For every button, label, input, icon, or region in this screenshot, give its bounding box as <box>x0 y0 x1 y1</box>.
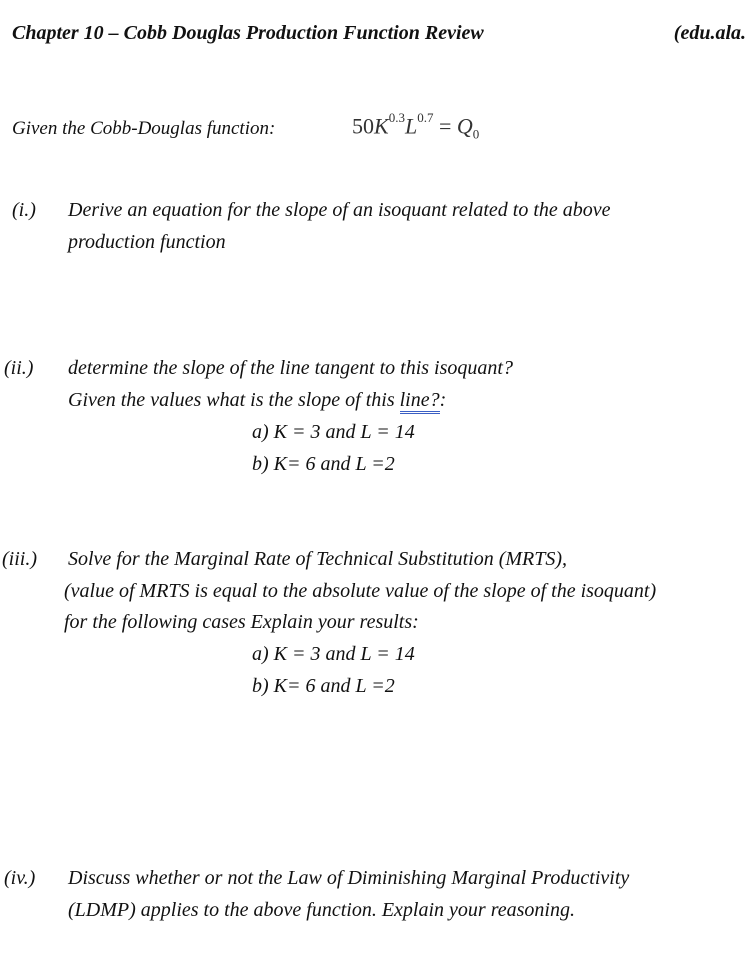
question-3-case-b: b) K= 6 and L =2 <box>252 675 395 697</box>
question-4-line-2: (LDMP) applies to the above function. Explain your reasoning. <box>68 899 575 921</box>
formula-equals: = <box>438 113 452 139</box>
question-1-line-2: production function <box>68 231 226 253</box>
question-3-number: (iii.) <box>2 548 37 570</box>
question-2-trail: : <box>439 389 447 411</box>
intro-text: Given the Cobb-Douglas function: <box>12 118 276 139</box>
question-1-line-1: Derive an equation for the slope of an isoquant related to the above <box>68 199 611 221</box>
question-2-underlined-word: line? <box>400 389 440 414</box>
question-2-case-a: a) K = 3 and L = 14 <box>252 421 415 443</box>
formula-k: K <box>374 113 389 139</box>
formula-l-exponent: 0.7 <box>417 110 434 125</box>
question-4-number: (iv.) <box>4 867 36 889</box>
formula-k-exponent: 0.3 <box>388 110 405 125</box>
formula-coefficient: 50 <box>352 113 374 139</box>
formula-l: L <box>404 113 418 139</box>
question-2-line-2-text: Given the values what is the slope of this <box>68 389 400 411</box>
question-3-line-1: Solve for the Marginal Rate of Technical Substitution (MRTS), <box>68 548 568 570</box>
question-2-line-1: determine the slope of the line tangent to this isoquant? <box>68 357 513 379</box>
source-label: (edu.ala. <box>673 22 746 44</box>
question-2-number: (ii.) <box>4 357 34 379</box>
formula-q: Q <box>456 113 473 139</box>
cobb-douglas-formula <box>352 110 480 143</box>
question-2-case-b: b) K= 6 and L =2 <box>252 453 395 475</box>
question-3-line-2: (value of MRTS is equal to the absolute value of the slope of the isoquant) <box>64 580 657 602</box>
formula-q-subscript: 0 <box>472 126 480 142</box>
question-2-line-2 <box>68 389 446 412</box>
question-4-line-1: Discuss whether or not the Law of Diminishing Marginal Productivity <box>68 867 630 889</box>
question-3-line-3: for the following cases Explain your results: <box>64 611 419 633</box>
question-3-case-a: a) K = 3 and L = 14 <box>252 643 415 665</box>
question-1-number: (i.) <box>12 199 36 221</box>
page-title: Chapter 10 – Cobb Douglas Production Function Review <box>12 22 484 44</box>
